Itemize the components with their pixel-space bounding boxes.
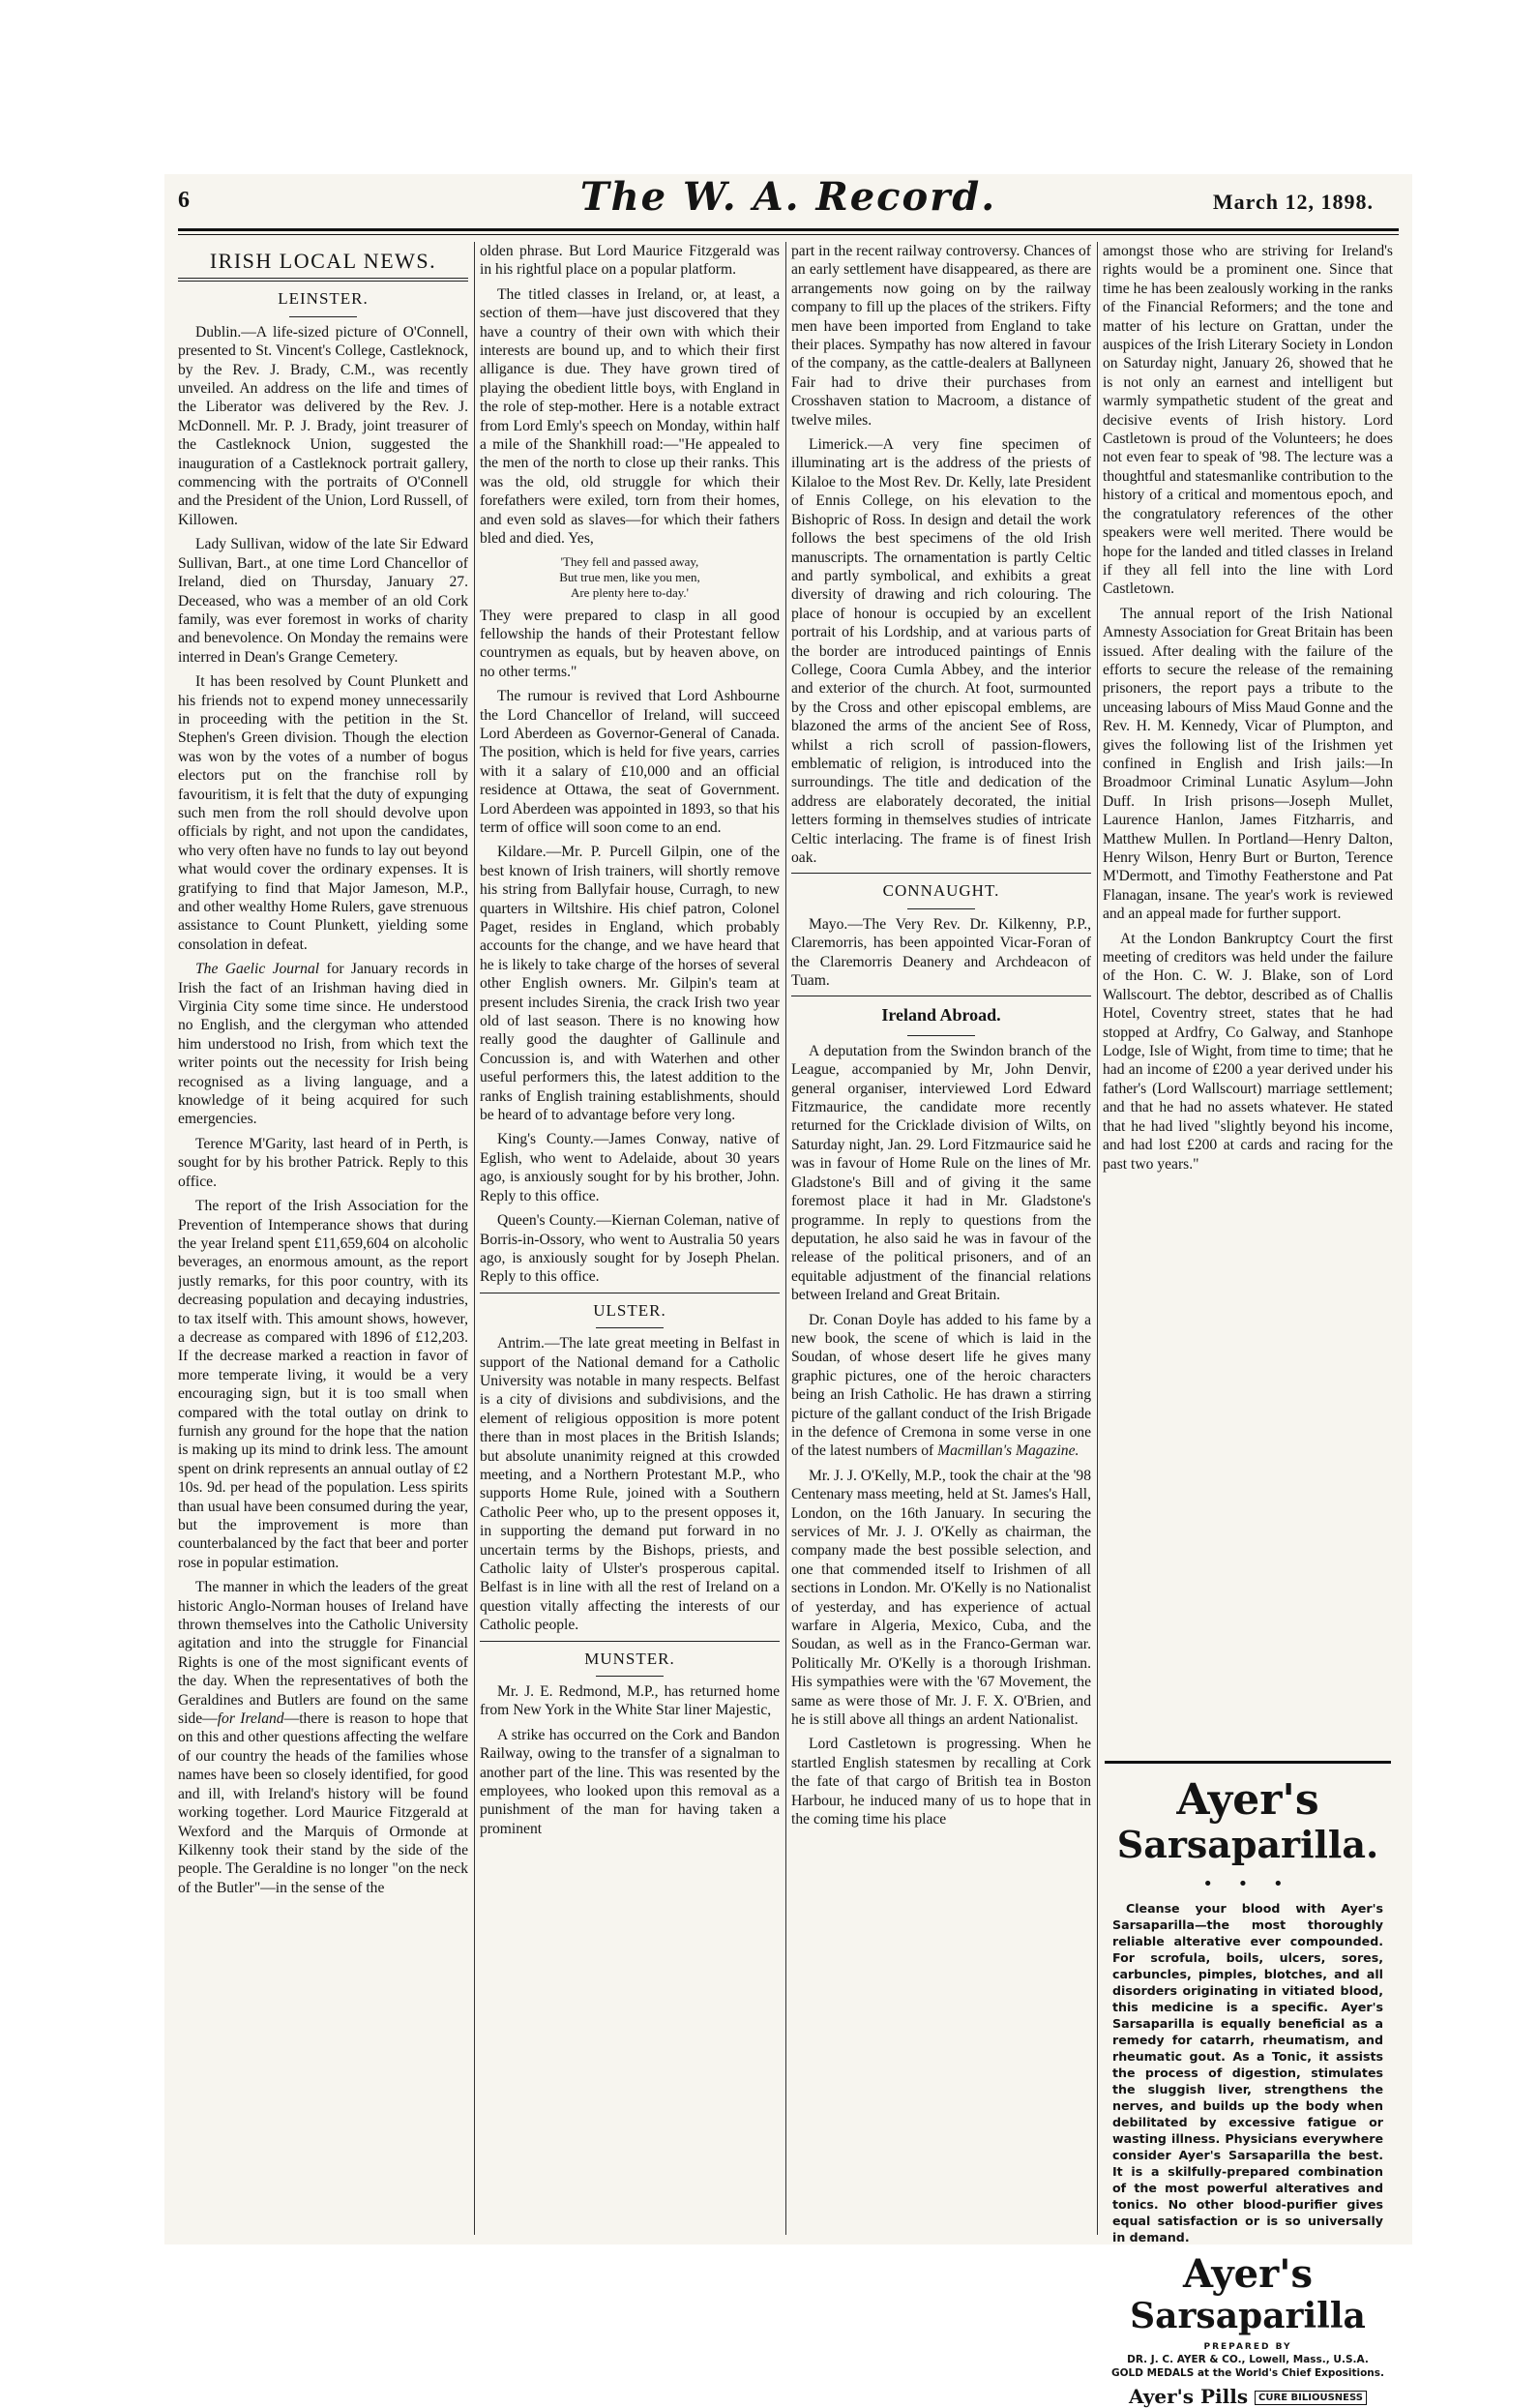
issue-date: March 12, 1898.: [1212, 190, 1374, 214]
short-rule: [596, 1676, 664, 1677]
column-3: [791, 242, 1091, 2235]
verse-quote: [480, 554, 780, 601]
short-rule: [596, 1327, 664, 1328]
paragraph-text: Dr. Conan Doyle has added to his fame by a new book, the scene of which is laid in the Soudan, of whose desert life he gives many graphic pictures, one of the heroic characters being an Irish Catholic. He has drawn a stirring picture of the gallant conduct of the Irish Brigade in the defence of Cremona in some verse in one of the latest numbers of: [791, 1311, 1091, 1460]
section-rule: [480, 1641, 780, 1642]
article-paragraph: [791, 1311, 1091, 1461]
article-paragraph: Limerick.—A very fine specimen of illuminating art is the address of the priests of Kilaloe to the Most Rev. Dr. Kelly, late President of Ennis College, on his elevation to the Bishopric of Ross. In design and detail the work follows the best specimens of the old Irish manuscripts. The ornamentation is partly Celtic and partly symbolical, and exhibits a great diversity of drawing and rich colouring. The place of honour is occupied by an excellent portrait of his Lordship, and at various parts of the border are introduced paintings of Ennis College, Coora Cumla Abbey, and the interior and exterior of the church. At foot, surmounted by the Cross and other episcopal emblems, are blazoned the arms of the ancient See of Ross, whilst a rich scroll of passion-flowers, emblematic of religion, is introduced into the surroundings. The title and dedication of the address are elaborately decorated, the initial letters forming in themselves studies of intricate Celtic interlacing. The frame is of finest Irish oak.: [791, 436, 1091, 866]
column-divider: [785, 242, 786, 2235]
ad-ornament: • • •: [1202, 1874, 1293, 1894]
short-rule: [907, 908, 975, 909]
ad-title: Ayer's: [1183, 2251, 1313, 2297]
section-rule: [178, 278, 468, 282]
verse-line: 'They fell and passed away,: [560, 553, 699, 569]
column-divider: [474, 242, 475, 2235]
paragraph-text: The manner in which the leaders of the great historic Anglo-Norman houses of Ireland have thrown themselves into the Catholic University agitation and into the struggle for Financial Rights is one of the most significant events of the day. When the representatives of both the Geraldines and Butlers are found on the same side—: [178, 1579, 468, 1728]
header-rule-thick: [178, 228, 1399, 231]
section-heading-munster: MUNSTER.: [584, 1649, 675, 1668]
header-rule-thin: [178, 234, 1399, 235]
article-paragraph: Mr. J. E. Redmond, M.P., has returned home from New York in the White Star liner Majestic,: [480, 1683, 780, 1719]
section-heading-leinster: LEINSTER.: [278, 289, 369, 309]
section-heading-ulster: ULSTER.: [593, 1300, 666, 1320]
ad-title: Sarsaparilla.: [1116, 1823, 1379, 1866]
section-heading-ireland-abroad: Ireland Abroad.: [881, 1005, 1001, 1026]
article-paragraph: Terence M'Garity, last heard of in Perth, is sought for by his brother Patrick. Reply to this office.: [178, 1135, 468, 1190]
ad-body: [1105, 1900, 1391, 2245]
article-paragraph: Mayo.—The Very Rev. Dr. Kilkenny, P.P., Claremorris, has been appointed Vicar-Foran of the Claremorris Deanery and Archdeacon of Tuam.: [791, 915, 1091, 990]
masthead-title: The W. A. Record.: [579, 174, 997, 220]
ad-pills-name: Ayer's Pills: [1129, 2385, 1249, 2408]
short-rule: [907, 1035, 975, 1036]
article-paragraph: [178, 1578, 468, 1897]
ad-title: Sarsaparilla: [1130, 2296, 1366, 2336]
article-paragraph: The annual report of the Irish National Amnesty Association for Great Britain has been issued. After dealing with the failure of the efforts to secure the release of the remaining prisoners, the report pays a tribute to the unceasing labours of Miss Maud Gonne and the Rev. H. M. Kennedy, Vicar of Plumpton, and gives the following list of the Irishmen yet confined in English and Irish jails:—In Broadmoor Criminal Lunatic Asylum—John Duff. In Irish prisons—Joseph Mullet, Laurence Hanlon, James Fitzharris, and Matthew Mullen. In Portland—Henry Dalton, Henry Wilson, Henry Burt or Burton, Terence M'Dermott, and Timothy Featherstone and Pat Flanagan, insane. The year's work is reviewed and an appeal made for further support.: [1103, 605, 1393, 923]
column-1: [178, 242, 468, 2235]
article-paragraph: At the London Bankruptcy Court the first meeting of creditors was held under the failure of the Hon. C. W. J. Blake, son of Lord Wallscourt. The debtor, described as of Challis Hotel, Coventry street, states that he had stopped at Ardfry, Co Galway, and Stanhope Lodge, Isle of Wight, from time to time; that he had an income of £200 a year derived under his father's (Lord Wallscourt) marriage settlement; and that he had no assets whatever. He stated that he had lived "slightly beyond his income, and had lost £200 at cards and racing for the past two years.": [1103, 930, 1393, 1173]
article-paragraph: It has been resolved by Count Plunkett and his friends not to expend money unnecessarily in proceeding with the petition in the St. Stephen's Green division. Though the election was won by the votes of a number of bogus electors put on the franchise roll by favouritism, it is felt that the duty of expunging such men from the roll should devolve upon officials by right, and not upon the candidates, who very often have no funds to lay out beyond what would cover the ordinary expenses. It is gratifying to find that Major Jameson, M.P., and other wealthy Home Rulers, gave strenuous assistance to Count Plunkett, yielding some consolation in defeat.: [178, 673, 468, 953]
section-title: IRISH LOCAL NEWS.: [209, 249, 437, 273]
newspaper-page: [164, 174, 1412, 2408]
journal-title: The Gaelic Journal: [195, 961, 320, 978]
article-paragraph: Dublin.—A life-sized picture of O'Connell, presented to St. Vincent's College, Castleknock, by the Rev. J. Brady, C.M., was recently unveiled. An address on the life and times of the Liberator was delivered by the Rev. J. McDonnell. Mr. P. J. Brady, joint treasurer of the Castleknock Union, suggested the inauguration of a Castleknock portrait gallery, commencing with the portraits of O'Connell and the President of the Union, Lord Russell, of Killowen.: [178, 323, 468, 528]
article-paragraph: Mr. J. J. O'Kelly, M.P., took the chair at the '98 Centenary mass meeting, held at St. James's Hall, London, on the 16th January. In securing the services of Mr. J. J. O'Kelly as chairman, the company made the best possible selection, and one that commended itself to Irishmen of all sections in London. Mr. O'Kelly is no Nationalist of yesterday, and has experience of actual warfare in Algeria, Mexico, Cuba, and the Soudan, as well as in the Franco-German war. Politically Mr. O'Kelly is a thorough Irishman. His sympathies were with the '67 Movement, the same as were those of Mr. J. F. X. O'Brien, and he is still above all things an ardent Nationalist.: [791, 1467, 1091, 1729]
ad-pills: [1105, 2385, 1391, 2408]
verse-line: But true men, like you men,: [559, 569, 700, 584]
section-heading-connaught: CONNAUGHT.: [882, 881, 1000, 901]
article-paragraph: Antrim.—The late great meeting in Belfast in support of the National demand for a Catholic University was notable in many respects. Belfast is a city of divisions and subdivisions, and the element of religious opposition is more potent there than in most places in the British Islands; but absolute unanimity reigned at this crowded meeting, and a Northern Protestant M.P., who supports Home Rule, joined with a Southern Catholic Peer who, up to the present opposes it, in supporting the demand put forward in no uncertain terms by the Bishops, priests, and Catholic laity of Ulster's prosperous capital. Belfast is in line with all the rest of Ireland on a question vitally affecting the interests of our Catholic people.: [480, 1335, 780, 1634]
verse-line: Are plenty here to-day.': [570, 584, 690, 600]
ad-body-text: Cleanse your blood with Ayer's Sarsaparilla—the most thoroughly reliable alterative ever compounded. For scrofula, boils, ulcers, sores, carbuncles, pimples, blotches, and all disorders originating in vitiated blood, this medicine is a specific. Ayer's Sarsaparilla is equally beneficial as a remedy for catarrh, rheumatism, and rheumatic gout. As a Tonic, it assists the process of digestion, stimulates the sluggish liver, strengthens the nerves, and builds up the body when debilitated by excessive fatigue or wasting illness. Physicians everywhere consider Ayer's Sarsaparilla the best. It is a skilfully-prepared combination of the most powerful alteratives and tonics. No other blood-purifier gives equal satisfaction or is so universally in demand.: [1112, 1901, 1383, 2244]
paragraph-text: for January records in Irish the fact of an Irishman having died in Virginia City some time since. He understood no English, and the clergyman who attended him understood no Irish, from which text the writer points out the necessity for Irish being recognised as a living language, and a knowledge of it being acquired for such emergencies.: [178, 961, 468, 1128]
article-paragraph: [178, 960, 468, 1129]
article-paragraph: amongst those who are striving for Ireland's rights would be a prominent one. Since that time he has been zealously working in the ranks of the Financial Reformers; and the tone and matter of his lecture on Grattan, under the auspices of the Irish Literary Society in London on Saturday night, January 26, showed that he is not only an earnest and intelligent but warmly sympathetic student of the great and decisive events of Irish history. Lord Castletown is proud of the Volunteers; he does not even fear to speak of '98. The lecture was a thoughtful and statesmanlike contribution to the history of a critical and momentous epoch, and the congratulatory references of the other speakers were well merited. There would be hope for the landed and titled classes in Ireland if they all fell into the line with Lord Castletown.: [1103, 243, 1393, 598]
article-paragraph: The report of the Irish Association for the Prevention of Intemperance shows that during the year Ireland spent £11,659,604 on alcoholic beverages, an enormous amount, as the report justly remarks, for this poor country, with its decreasing population and decaying industries, to tax itself with. This amount shows, however, a decrease as compared with 1896 of £12,203. If the decrease marked a reaction in favor of more temperate living, it would be a very encouraging sign, but it is too small when compared with the total outlay on drink to furnish any ground for the hope that the nation is making up its mind to drink less. The amount spent on drink represents an annual outlay of £2 10s. 9d. per head of the population. Less spirits than usual have been consumed during the year, but the improvement is more than counterbalanced by the fact that beer and porter rose in popular estimation.: [178, 1198, 468, 1571]
ad-pills-tag: CURE BILIOUSNESS: [1255, 2391, 1367, 2405]
ad-medals: GOLD MEDALS at the World's Chief Expositions.: [1110, 2367, 1385, 2379]
column-4: [1103, 242, 1393, 1751]
magazine-title: Macmillan's Magazine.: [937, 1442, 1080, 1460]
page-header: [164, 174, 1412, 228]
section-rule: [791, 873, 1091, 874]
ad-maker: DR. J. C. AYER & CO., Lowell, Mass., U.S.A.: [1127, 2354, 1369, 2365]
column-divider: [1097, 242, 1098, 2235]
article-paragraph: Lord Castletown is progressing. When he startled English statesmen by recalling at Cork the fate of that cargo of British tea in Boston Harbour, he induced many of us to hope that in the coming time his place: [791, 1736, 1091, 1828]
short-rule: [289, 316, 357, 317]
paragraph-text: —there is reason to hope that on this and other questions affecting the welfare of our country the heads of the families whose names have been so closely identified, for good and ill, with Ireland's history will be found working together. Lord Maurice Fitzgerald at Wexford and the Marquis of Ormonde at Kilkenny took their stand by the side of the people. The Geraldine is no longer "on the neck of the Butler"—in the sense of the: [178, 1710, 468, 1896]
article-paragraph: olden phrase. But Lord Maurice Fitzgerald was in his rightful place on a popular platform.: [480, 243, 780, 279]
article-paragraph: Kildare.—Mr. P. Purcell Gilpin, one of the best known of Irish trainers, will shortly remove his string from Ballyfair house, Curragh, to new quarters in Wiltshire. His chief patron, Colonel Paget, resides in England, which probably accounts for the change, and we have heard that he is likely to take charge of the horses of several other English owners. Mr. Gilpin's team at present includes Sirenia, the crack Irish two year old of last season. There is no knowing how really good the daughter of Gallinule and Concussion is, and with Waterhen and other useful performers this, the latest addition to the ranks of English training establishments, should be heard of to advantage before very long.: [480, 844, 780, 1124]
page-number: 6: [178, 188, 190, 213]
emphasis-text: for Ireland: [217, 1710, 284, 1728]
article-paragraph: They were prepared to clasp in all good fellowship the hands of their Protestant fellow countrymen as equals, but by heaven above, on no other terms.": [480, 607, 780, 680]
advertisement-ayers-sarsaparilla: [1105, 1761, 1391, 2408]
ad-prepared-by: PREPARED BY: [1203, 2342, 1292, 2352]
article-paragraph: The rumour is revived that Lord Ashbourne the Lord Chancellor of Ireland, will succeed Lord Aberdeen as Governor-General of Canada. The position, which is held for five years, carries with it a salary of £10,000 and an official residence at Ottawa, the seat of Government. Lord Aberdeen was appointed in 1893, so that his term of office will soon come to an end.: [480, 688, 780, 836]
article-paragraph: part in the recent railway controversy. Chances of an early settlement have disappeared, as there are arrangements now going on by the railway company to fill up the places of the strikers. Fifty men have been imported from England to take their places. Sympathy has now altered in favour of the company, as the cattle-dealers at Ballyneen Fair had to drive their purchases from Crosshaven station to Macroom, a distance of twelve miles.: [791, 243, 1091, 429]
article-paragraph: A deputation from the Swindon branch of the League, accompanied by Mr, John Denvir, general organiser, interviewed Lord Edward Fitzmaurice, the candidate more recently returned for the Cricklade division of Wilts, on Saturday night, Jan. 29. Lord Fitzmaurice said he was in favour of Home Rule on the lines of Mr. Gladstone's Bill and of giving it the same foremost place it had in Mr. Gladstone's programme. In reply to questions from the deputation, he also said he was in favour of the release of the political prisoners, and of an equitable adjustment of the financial relations between Ireland and Great Britain.: [791, 1042, 1091, 1304]
article-paragraph: Queen's County.—Kiernan Coleman, native of Borris-in-Ossory, who went to Australia 50 years ago, is anxiously sought for by Joseph Phelan. Reply to this office.: [480, 1212, 780, 1286]
article-paragraph: A strike has occurred on the Cork and Bandon Railway, owing to the transfer of a signalman to another part of the line. This was resented by the employees, who looked upon this removal as a punishment of the man for having taken a prominent: [480, 1726, 780, 1837]
ad-title: Ayer's: [1176, 1775, 1319, 1825]
article-paragraph: King's County.—James Conway, native of Eglish, who went to Adelaide, about 30 years ago, is anxiously sought for by his brother, John. Reply to this office.: [480, 1131, 780, 1204]
article-paragraph: Lady Sullivan, widow of the late Sir Edward Sullivan, Bart., at one time Lord Chancellor of Ireland, died on Thursday, January 27. Deceased, who was a member of an old Cork family, was ever foremost in works of charity and benevolence. On Monday the remains were interred in Dean's Grange Cemetery.: [178, 536, 468, 666]
article-paragraph: The titled classes in Ireland, or, at least, a section of them—have just discovered that they have a country of their own with which their interests are bound up, and to which their first alligance is due. They have grown tired of playing the obedient little boys, with England in the role of step-mother. Here is a notable extract from Lord Emly's speech on Monday, within half a mile of the Shankhill road:—"He appealed to the men of the north to close up their ranks. This was the old, old struggle for which their forefathers were exiled, torn from their homes, and even sold as slaves—for which their fathers bled and died. Yes,: [480, 285, 780, 548]
column-2: [480, 242, 780, 2235]
